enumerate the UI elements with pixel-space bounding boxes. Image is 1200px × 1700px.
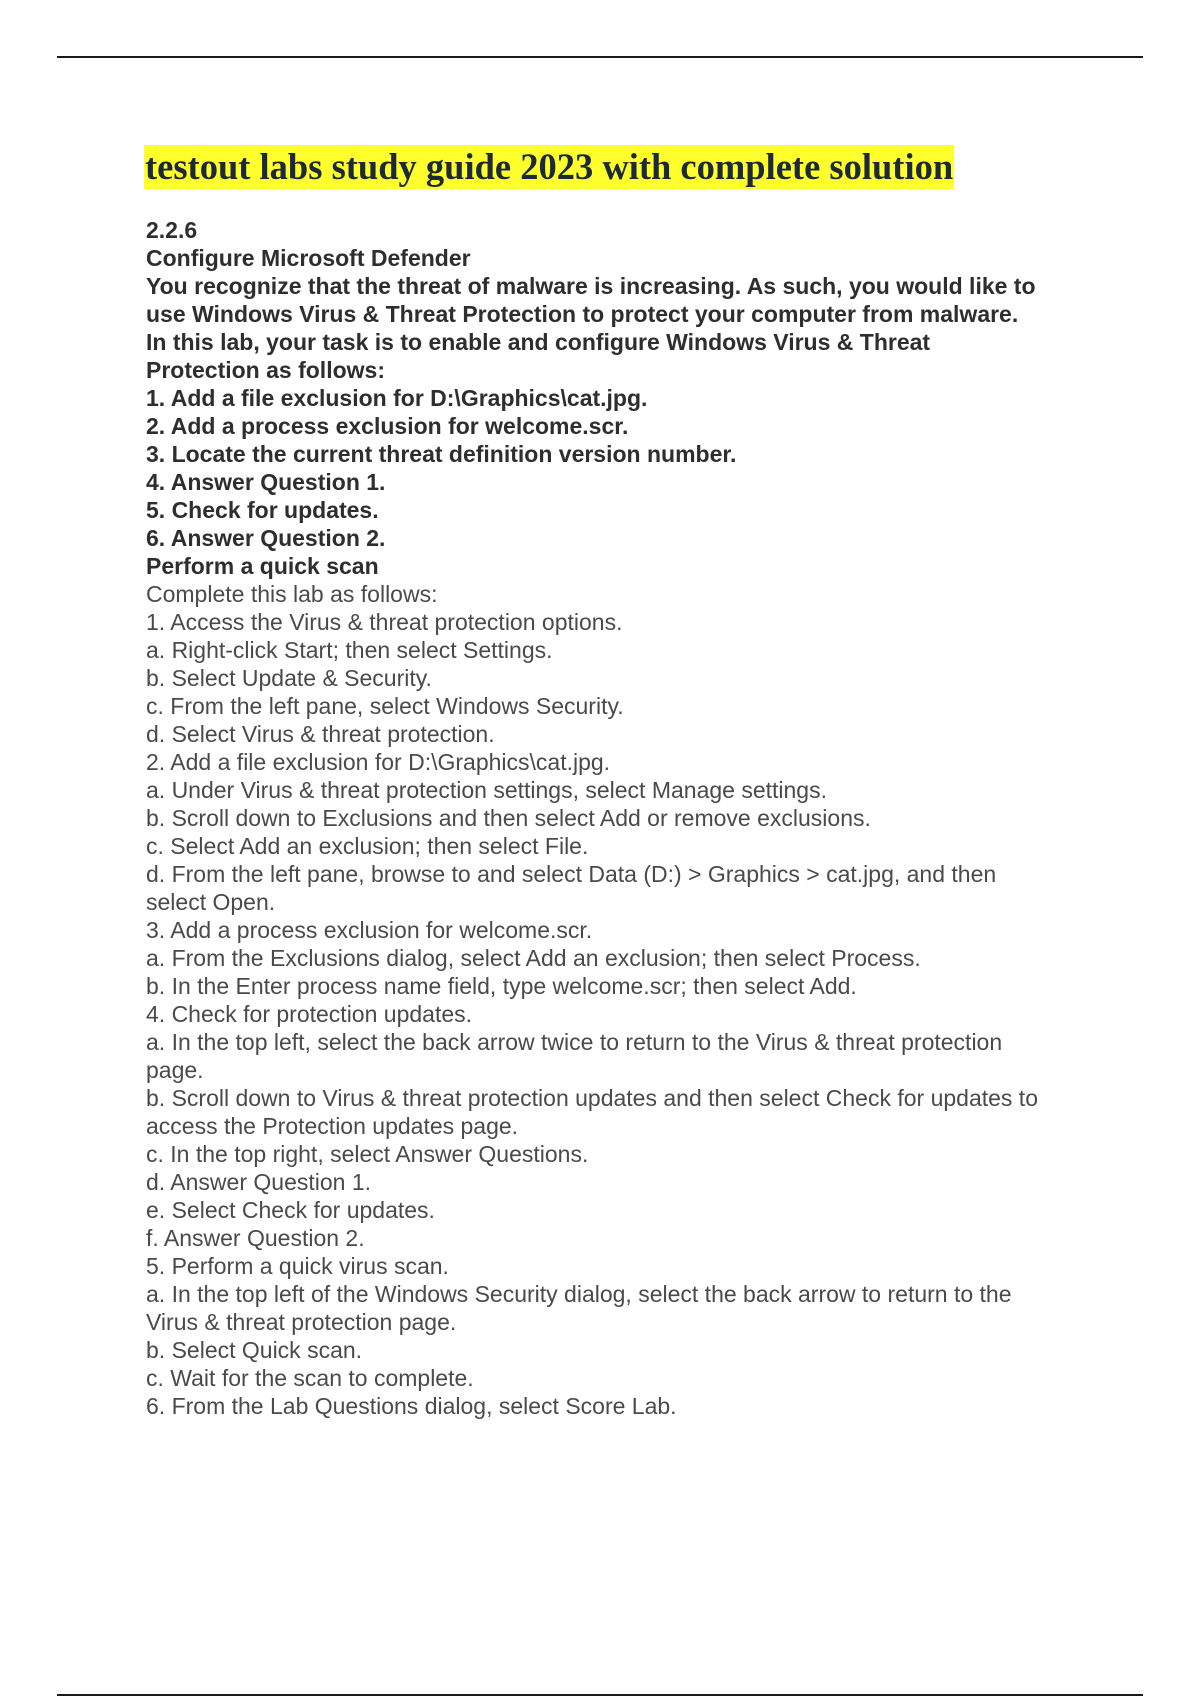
solution-line: a. Right-click Start; then select Settings.: [146, 637, 553, 663]
section-number: 2.2.6: [146, 217, 198, 243]
solution-line: c. Wait for the scan to complete.: [146, 1365, 474, 1391]
solution-steps: [146, 580, 1092, 1420]
solution-line: c. In the top right, select Answer Questions.: [146, 1141, 589, 1167]
solution-line: 6. From the Lab Questions dialog, select Score Lab.: [146, 1393, 677, 1419]
solution-line: b. Scroll down to Exclusions and then select Add or remove exclusions.: [146, 805, 871, 831]
solution-line: a. In the top left of the Windows Security dialog, select the back arrow to return to the: [146, 1281, 1012, 1307]
task-step: 2. Add a process exclusion for welcome.scr.: [146, 413, 629, 439]
solution-line: e. Select Check for updates.: [146, 1197, 435, 1223]
intro-line: Protection as follows:: [146, 357, 385, 383]
task-step: 3. Locate the current threat definition version number.: [146, 441, 737, 467]
solution-line: c. Select Add an exclusion; then select File.: [146, 833, 589, 859]
task-step: 6. Answer Question 2.: [146, 525, 386, 551]
solution-line: a. From the Exclusions dialog, select Add an exclusion; then select Process.: [146, 945, 921, 971]
solution-line: Complete this lab as follows:: [146, 581, 438, 607]
solution-line: b. Select Update & Security.: [146, 665, 432, 691]
solution-line: 5. Perform a quick virus scan.: [146, 1253, 449, 1279]
solution-line: c. From the left pane, select Windows Security.: [146, 693, 624, 719]
solution-line: page.: [146, 1057, 204, 1083]
solution-line: Virus & threat protection page.: [146, 1309, 457, 1335]
document-body: [146, 216, 1092, 1420]
solution-line: d. Answer Question 1.: [146, 1169, 372, 1195]
solution-line: access the Protection updates page.: [146, 1113, 519, 1139]
task-step: 5. Check for updates.: [146, 497, 379, 523]
task-step-list: [146, 384, 1092, 580]
solution-line: b. Select Quick scan.: [146, 1337, 363, 1363]
task-step: Perform a quick scan: [146, 553, 379, 579]
solution-line: 3. Add a process exclusion for welcome.scr.: [146, 917, 593, 943]
document-title: testout labs study guide 2023 with complete solution: [145, 146, 954, 187]
section-title: Configure Microsoft Defender: [146, 245, 471, 271]
intro-line: In this lab, your task is to enable and configure Windows Virus & Threat: [146, 329, 931, 355]
solution-line: b. Scroll down to Virus & threat protection updates and then select Check for updates to: [146, 1085, 1038, 1111]
title-block: [144, 145, 954, 189]
solution-line: f. Answer Question 2.: [146, 1225, 365, 1251]
solution-line: 1. Access the Virus & threat protection options.: [146, 609, 623, 635]
task-step: 4. Answer Question 1.: [146, 469, 386, 495]
solution-line: d. Select Virus & threat protection.: [146, 721, 495, 747]
intro-paragraph: [146, 272, 1092, 384]
solution-line: b. In the Enter process name field, type welcome.scr; then select Add.: [146, 973, 857, 999]
solution-line: a. Under Virus & threat protection settings, select Manage settings.: [146, 777, 827, 803]
solution-line: a. In the top left, select the back arrow twice to return to the Virus & threat protection: [146, 1029, 1003, 1055]
top-rule: [57, 56, 1143, 58]
solution-line: select Open.: [146, 889, 276, 915]
bottom-rule: [57, 1694, 1143, 1696]
intro-line: You recognize that the threat of malware is increasing. As such, you would like to: [146, 273, 1036, 299]
solution-line: 2. Add a file exclusion for D:\Graphics\cat.jpg.: [146, 749, 611, 775]
solution-line: d. From the left pane, browse to and select Data (D:) > Graphics > cat.jpg, and then: [146, 861, 997, 887]
intro-line: use Windows Virus & Threat Protection to protect your computer from malware.: [146, 301, 1019, 327]
task-step: 1. Add a file exclusion for D:\Graphics\cat.jpg.: [146, 385, 648, 411]
solution-line: 4. Check for protection updates.: [146, 1001, 473, 1027]
